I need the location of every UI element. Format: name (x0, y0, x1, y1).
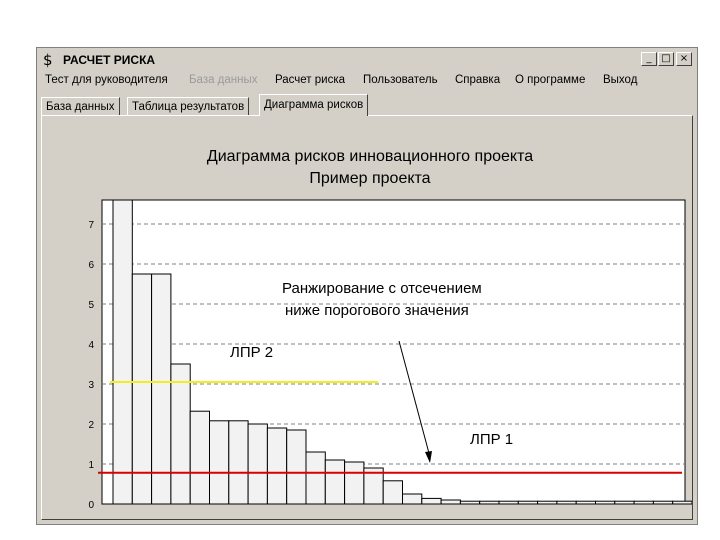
threshold-label-lpr1: ЛПР 1 (470, 431, 514, 448)
tab-strip (39, 94, 695, 116)
risk-bar (673, 501, 692, 504)
tab-risk-diagram[interactable]: Диаграмма рисков (259, 94, 368, 116)
risk-bar (287, 430, 306, 504)
risk-bar (325, 460, 344, 504)
chart-panel (41, 115, 693, 520)
risk-bar (480, 501, 499, 504)
tab-database[interactable]: База данных (41, 97, 120, 115)
app-window (36, 47, 698, 525)
menu-item-exit[interactable]: Выход (603, 74, 638, 86)
menu-item-database: База данных (189, 74, 258, 86)
risk-bar (229, 421, 248, 504)
menu-item-about[interactable]: О программе (515, 74, 586, 86)
y-tick-label: 3 (88, 380, 94, 391)
risk-bar (132, 274, 151, 504)
risk-bar (518, 501, 537, 504)
risk-bar (653, 501, 672, 504)
chart-subtitle: Пример проекта (309, 170, 431, 187)
risk-bar (596, 501, 615, 504)
risk-bar (557, 501, 576, 504)
close-button[interactable]: × (676, 52, 692, 66)
risk-bar (634, 501, 653, 504)
y-tick-label: 7 (88, 220, 94, 231)
risk-bar (190, 411, 209, 504)
menu-item-help[interactable]: Справка (455, 74, 501, 86)
risk-chart (42, 116, 692, 519)
risk-bar (460, 501, 479, 504)
threshold-label-lpr2: ЛПР 2 (230, 344, 274, 361)
menu-item-risk-calc[interactable]: Расчет риска (275, 74, 346, 86)
y-tick-label: 5 (88, 300, 94, 311)
menu-item-manager-test[interactable]: Тест для руководителя (45, 74, 168, 86)
y-tick-label: 2 (88, 420, 94, 431)
risk-bar (538, 501, 557, 504)
chart-title: Диаграмма рисков инновационного проекта (206, 148, 534, 165)
minimize-button[interactable]: _ (641, 52, 657, 66)
risk-bar (171, 364, 190, 504)
risk-bar (113, 200, 132, 504)
annotation-line-2: ниже порогового значения (285, 302, 469, 319)
annotation-line-1: Ранжирование с отсечением (282, 280, 482, 297)
y-tick-label: 0 (88, 500, 94, 511)
risk-bar (576, 501, 595, 504)
tab-results-table[interactable]: Таблица результатов (127, 97, 249, 115)
risk-bar (152, 274, 171, 504)
risk-bar (210, 421, 229, 504)
risk-bar (248, 424, 267, 504)
risk-bar (383, 481, 402, 504)
window-title: РАСЧЕТ РИСКА (63, 53, 156, 67)
risk-bar (499, 501, 518, 504)
dollar-app-icon: $ (43, 51, 53, 69)
risk-bar (422, 498, 441, 504)
risk-bar (267, 428, 286, 504)
y-tick-label: 6 (88, 260, 94, 271)
maximize-button[interactable]: □ (658, 52, 674, 66)
y-tick-label: 4 (88, 340, 94, 351)
menu-bar (39, 72, 695, 90)
risk-bar (306, 452, 325, 504)
y-tick-label: 1 (88, 460, 94, 471)
menu-item-user[interactable]: Пользователь (363, 74, 438, 86)
title-bar (39, 50, 695, 70)
risk-bar (615, 501, 634, 504)
risk-bar (345, 462, 364, 504)
risk-bar (403, 494, 422, 504)
risk-bar (441, 500, 460, 504)
